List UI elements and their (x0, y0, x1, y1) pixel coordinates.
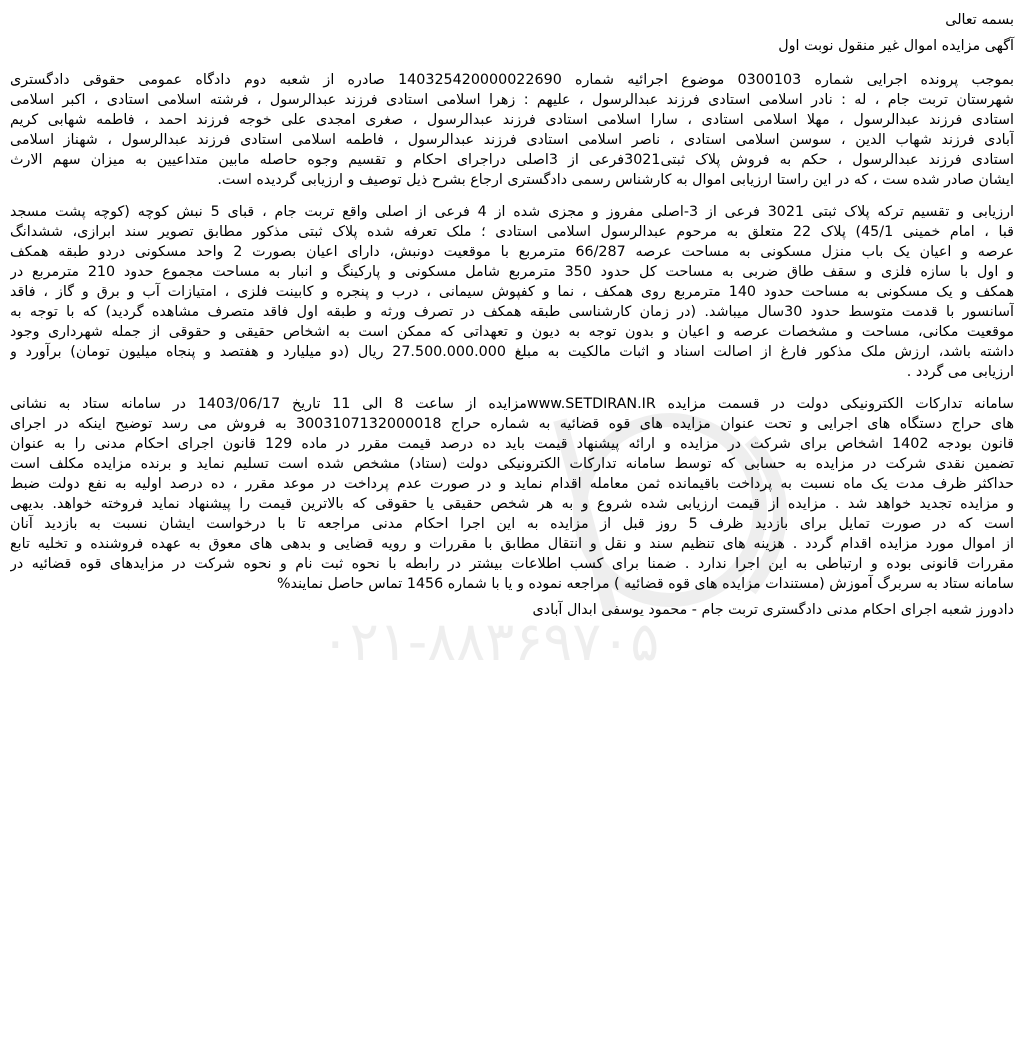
text-line: از اموال مورد مزایده اقدام گردد . هزینه های تنظیم سند و نقل و انتقال مطابق با مقررات و رویه قضایی و بدهی های معوق به عهده فروشنده و تخلیه تابع (10, 536, 1014, 552)
text-line: است که در صورت تمایل برای بازدید ظرف 5 روز قبل از مزایده به این اجرا احکام مدنی مراجعه تا با درخواست ایشان نسبت به بازدید آنان (10, 516, 1014, 532)
text-line: موقعیت مکانی، مساحت و مشخصات عرصه و اعیان و بدون توجه به دیون و تعهداتی که ممکن است به اشخاص حقیقی و حقوقی از جمله شهرداری وجود (10, 324, 1014, 340)
text-line: قبا ، امام خمینی 45/1) پلاک 22 متعلق به مرحوم عبدالرسول اسلامی استادی ؛ ملک تعرفه شده پلاک ثبتی مذکور مطابق تصویر سند ابرازی، ششدانگ (10, 224, 1014, 240)
paragraph-auction-terms (10, 394, 1014, 594)
text-line: عرصه و اعیان یک باب منزل مسکونی به مساحت عرصه 66/287 مترمربع با موقعیت دونبش، دارای اعیان بصورت 2 واحد مسکونی دردو طبقه همکف (10, 244, 1014, 260)
text-line: مقررات قانونی بوده و ارتباطی به این اجرا ندارد . ضمنا برای کسب اطلاعات بیشتر در رابطه با نحوه ثبت نام و نحوه شرکت در مزایدهای قوه قضائیه در (10, 556, 1014, 572)
text-line: بموجب پرونده اجرایی شماره 0300103 موضوع اجرائیه شماره 140325420000022690 صادره از شعبه دوم دادگاه عمومی حقوقی دادگستری (10, 72, 1014, 88)
signature: دادورز شعبه اجرای احکام مدنی دادگستری تربت جام - محمود یوسفی ابدال آبادی (532, 602, 1014, 618)
text-line: تضمین نقدی شرکت در مزایده به حسابی که توسط سامانه تدارکات الکترونیکی دولت (ستاد) مشخص شده است تسلیم نماید و برنده مزایده مکلف است (10, 456, 1014, 472)
text-line: سامانه تدارکات الکترونیکی دولت در قسمت مزایده www.SETDIRAN.IRمزایده از ساعت 8 الی 11 تاریخ 1403/06/17 در سامانه ستاد به نشانی (10, 396, 1014, 412)
text-line: آسانسور با قدمت متوسط حدود 30سال میباشد. (در زمان کارشناسی طبقه همکف در تصرف ورثه و طبقه اول فاقد متصرف مشاهده گردید) که با توجه به (10, 304, 1014, 320)
text-line: ارزیابی می گردد . (906, 364, 1014, 380)
text-line: ایشان صادر شده ست ، که در این راستا ارزیابی اموال به کارشناس رسمی دادگستری ارجاع بشرح ذیل توصیف و ارزیابی گردیده است. (217, 172, 1014, 188)
text-line: های حراج دستگاه های اجرایی و تحت عنوان مزایده های قوه قضائیه به شماره حراج 3003107132000018 به فروش می رسد توضیح اینکه در اجرای (10, 416, 1014, 432)
text-line: و اول با سازه فلزی و سقف طاق ضربی به مساحت کل حدود 350 مترمربع شامل مسکونی و پارکینگ و انبار به مساحت مجموع حدود 210 مترمربع در (10, 264, 1014, 280)
notice-title: آگهی مزایده اموال غیر منقول نوبت اول (778, 38, 1014, 54)
watermark-phone: ۰۲۱-۸۸۳۶۹۷۰۵ (320, 610, 660, 673)
text-line: و مزایده تجدید خواهد شد . مزایده از قیمت ارزیابی شده شروع و به هر شخص حقیقی یا حقوقی که بالاترین قیمت را پیشنهاد نماید فروخته خواهد. بدیهی (10, 496, 1014, 512)
paragraph-property-description (10, 202, 1014, 382)
text-line: داشته باشد، ارزش ملک مذکور فارغ از اصالت اسناد و اثبات مالکیت به مبلغ 27.500.000.000 ریال (دو میلیارد و هفتصد و پنجاه میلیون تومان) برآورد و (10, 344, 1014, 360)
text-line: حداکثر ظرف مدت یک ماه نسبت به پرداخت باقیمانده ثمن معامله اقدام نماید و در صورت عدم پرداخت در موعد مقرر ، ده درصد اولیه به نفع دولت ضبط (10, 476, 1014, 492)
text-line: سامانه ستاد به سربرگ آموزش (مستندات مزایده های قوه قضائیه ) مراجعه نموده و یا با شماره 1456 تماس حاصل نمایند% (277, 576, 1014, 592)
text-line: ارزیابی و تقسیم ترکه پلاک ثبتی 3021 فرعی از 3-اصلی مفروز و مجزی شده از 4 فرعی از اصلی واقع تربت جام ، قبای 5 نبش کوچه (کوچه پشت مسجد (10, 204, 1014, 220)
invocation: بسمه تعالی (945, 12, 1014, 28)
text-line: استادی فرزند عبدالرسول ، حکم به فروش پلاک ثبتی3021فرعی از 3اصلی دراجرای احکام و تقسیم وجوه حاصله مابین متداعیین به میزان سهم الارث (10, 152, 1014, 168)
paragraph-execution-order (10, 70, 1014, 190)
text-line: همکف و یک مسکونی به مساحت حدود 140 مترمربع روی همکف ، نما و کفپوش سیمانی ، درب و پنجره و کابینت فلزی ، امتیازات آب و برق و گاز ، فاقد (10, 284, 1014, 300)
text-line: قانون بودجه 1402 اشخاص برای شرکت در مزایده و ارائه پیشنهاد قیمت باید ده درصد قیمت مقرر در ماده 129 قانون اجرای احکام مدنی را به عنوان (10, 436, 1014, 452)
text-line: آبادی فرزند شهاب الدین ، سوسن اسلامی استادی ، ناصر اسلامی استادی فرزند عبدالرسول ، فاطمه اسلامی استادی فرزند عبدالرسول ، شهناز اسلامی (10, 132, 1014, 148)
text-line: استادی فرزند عبدالرسول ، مهلا اسلامی استادی ، سارا اسلامی استادی فرزند عبدالرسول ، صغری امجدی علی خوجه فرزند احمد ، فاطمه شهابی کریم (10, 112, 1014, 128)
text-line: شهرستان تربت جام ، له : نادر اسلامی استادی فرزند عبدالرسول ، علیهم : زهرا اسلامی استادی فرزند عبدالرسول ، فرشته اسلامی استادی ، اکبر اسلامی (10, 92, 1014, 108)
